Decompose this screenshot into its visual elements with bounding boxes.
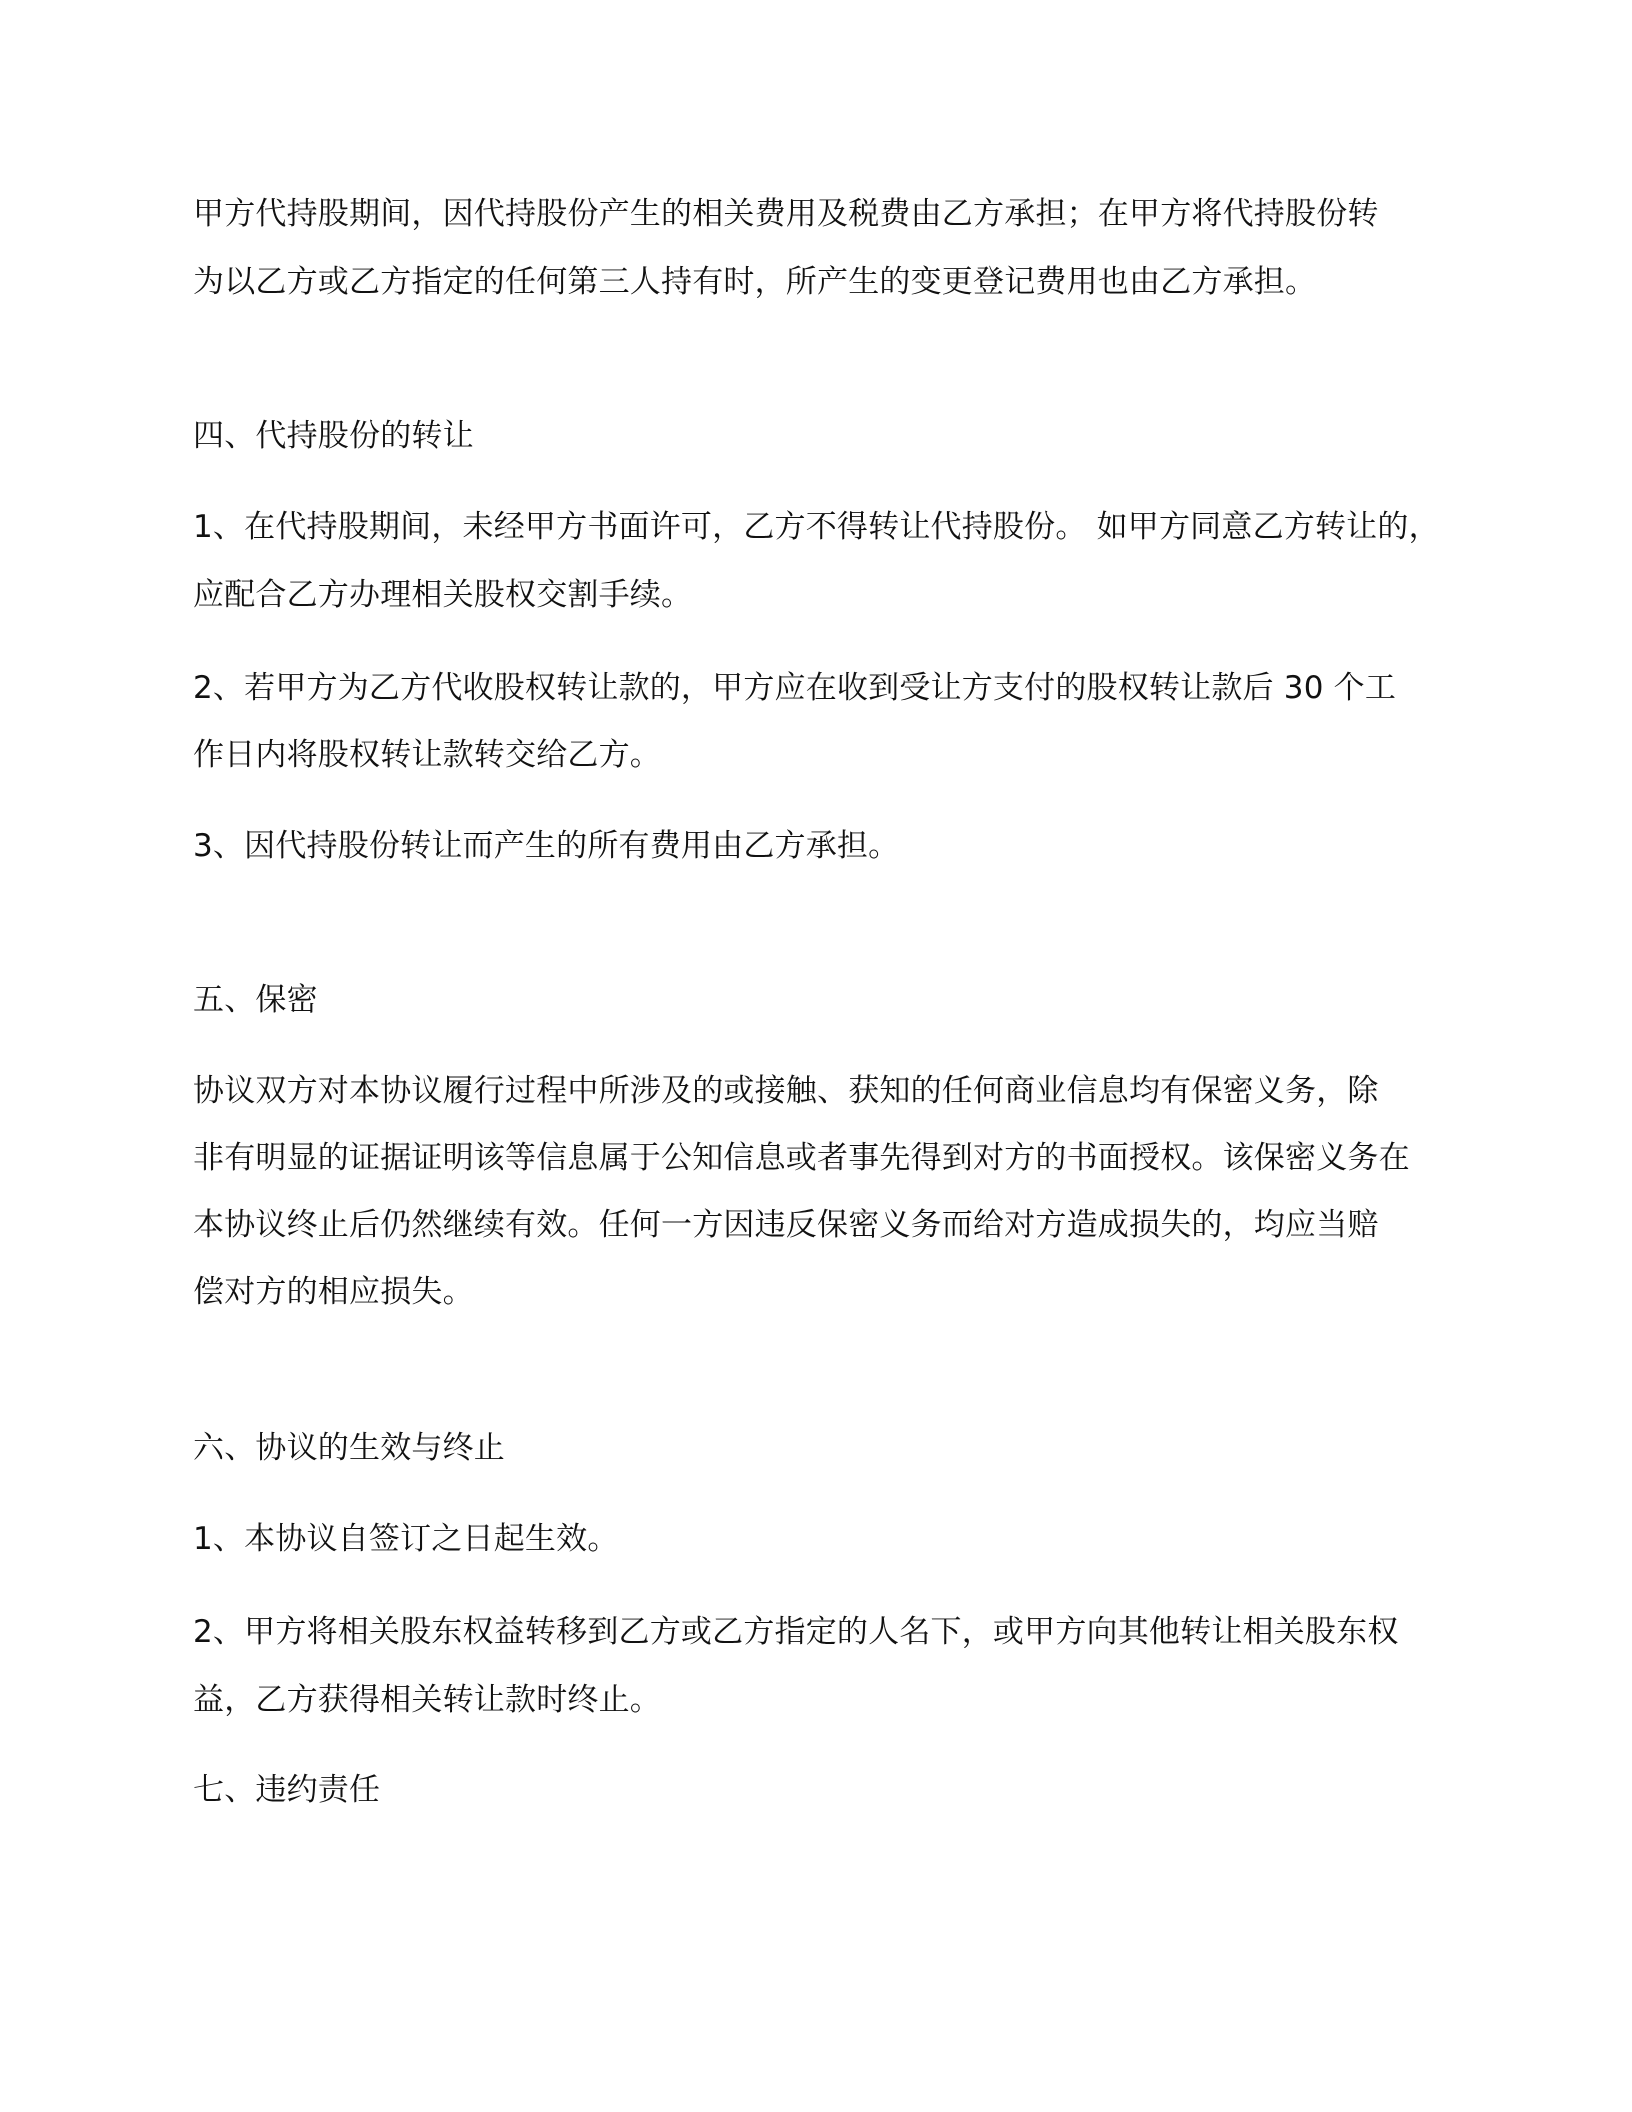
section-6-item-2-line-2: 益，乙方获得相关转让款时终止。 [193, 1682, 661, 1718]
section-4-item-1-line-1: 1、在代持股期间，未经甲方书面许可，乙方不得转让代持股份。 如甲方同意乙方转让的， [193, 509, 1440, 545]
section-4-item-2-line-2: 作日内将股权转让款转交给乙方。 [193, 737, 661, 773]
section-4-item-1-line-2: 应配合乙方办理相关股权交割手续。 [193, 577, 693, 613]
confidentiality-line-1: 协议双方对本协议履行过程中所涉及的或接触、获知的任何商业信息均有保密义务，除 [193, 1073, 1379, 1109]
fees-paragraph-line-2: 为以乙方或乙方指定的任何第三人持有时，所产生的变更登记费用也由乙方承担。 [193, 264, 1317, 300]
section-7-heading: 七、违约责任 [193, 1772, 381, 1808]
section-6-item-1: 1、本协议自签订之日起生效。 [193, 1521, 619, 1557]
section-4-item-3: 3、因代持股份转让而产生的所有费用由乙方承担。 [193, 828, 900, 864]
section-5-heading: 五、保密 [193, 982, 318, 1018]
section-6-item-2-line-1: 2、甲方将相关股东权益转移到乙方或乙方指定的人名下，或甲方向其他转让相关股东权 [193, 1614, 1399, 1650]
confidentiality-line-3: 本协议终止后仍然继续有效。任何一方因违反保密义务而给对方造成损失的，均应当赔 [193, 1207, 1379, 1243]
fees-paragraph-line-1: 甲方代持股期间，因代持股份产生的相关费用及税费由乙方承担；在甲方将代持股份转 [193, 196, 1379, 232]
section-4-heading: 四、代持股份的转让 [193, 418, 474, 454]
section-6-heading: 六、协议的生效与终止 [193, 1430, 505, 1466]
confidentiality-line-2: 非有明显的证据证明该等信息属于公知信息或者事先得到对方的书面授权。该保密义务在 [193, 1140, 1410, 1176]
section-4-item-2-line-1: 2、若甲方为乙方代收股权转让款的，甲方应在收到受让方支付的股权转让款后 30 个工 [193, 670, 1397, 706]
confidentiality-line-4: 偿对方的相应损失。 [193, 1274, 474, 1310]
